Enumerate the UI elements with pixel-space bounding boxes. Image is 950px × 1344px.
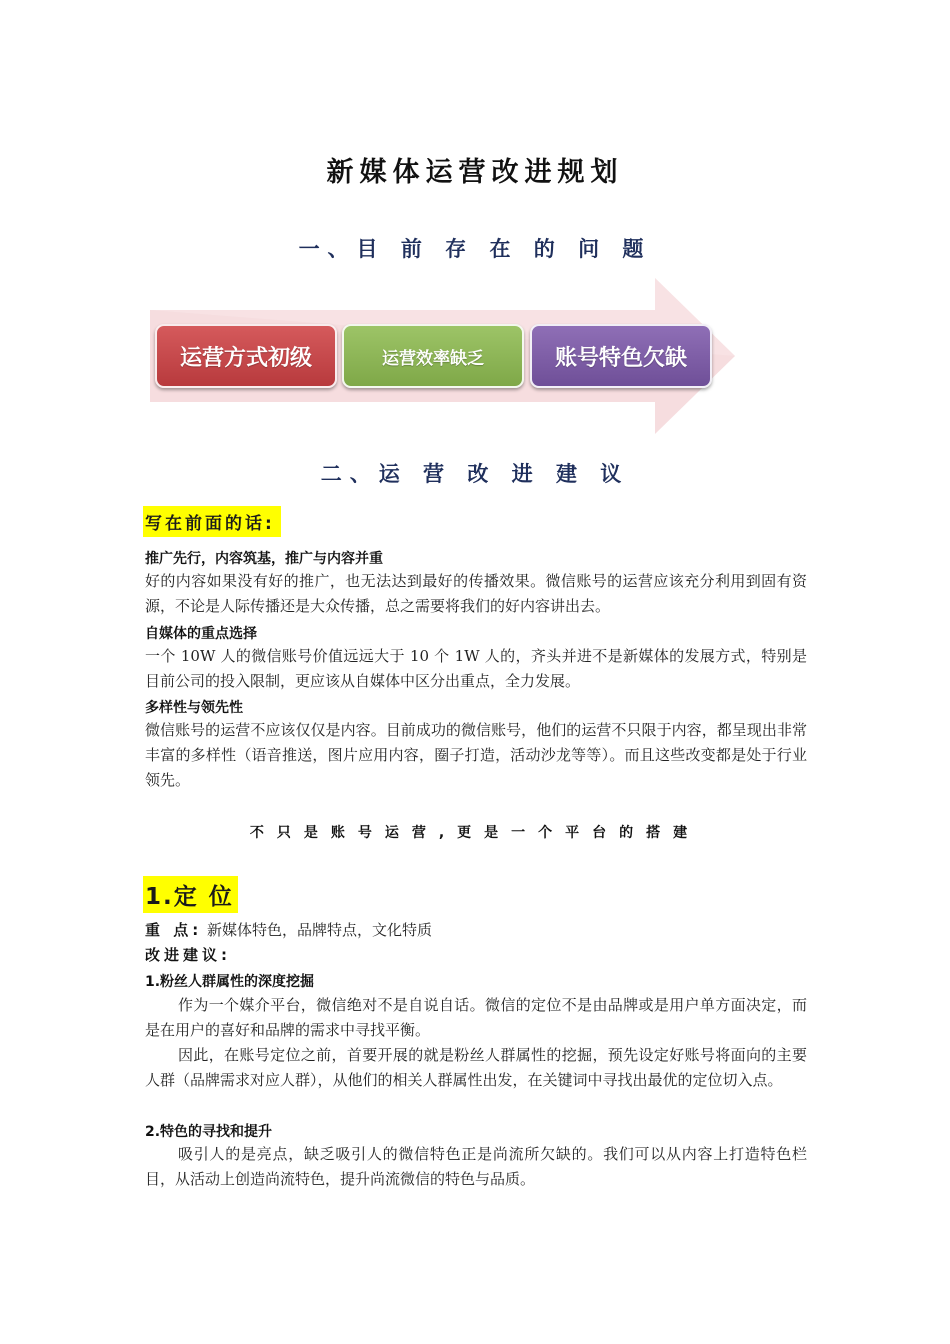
point-2-paragraph-1: 吸引人的是亮点，缺乏吸引人的微信特色正是尚流所欠缺的。我们可以从内容上打造特色栏目，从活动上创造尚流特色，提升尚流微信的特色与品质。 [145, 1145, 807, 1188]
slogan: 不只是账号运营,更是一个平台的搭建 [249, 825, 701, 841]
preface-subtitle-3: 多样性与领先性 [145, 700, 243, 716]
key-points-text: 新媒体特色，品牌特点，文化特质 [207, 921, 433, 939]
problems-diagram [150, 278, 740, 434]
point-1-paragraph-1: 作为一个媒介平台，微信绝对不是自说自话。微信的定位不是由品牌或是用户单方面决定，而是在用户的喜好和品牌的需求中寻找平衡。 [145, 996, 807, 1039]
advice-label: 改进建议: [145, 946, 231, 964]
point-1-paragraph-2: 因此，在账号定位之前，首要开展的就是粉丝人群属性的挖掘，预先设定好账号将面向的主要人群（品牌需求对应人群），从他们的相关人群属性出发，在关键词中寻找出最优的定位切入点。 [145, 1046, 807, 1089]
point-subtitle-2: 2.特色的寻找和提升 [145, 1124, 273, 1140]
point-subtitle-1: 1.粉丝人群属性的深度挖掘 [145, 974, 315, 990]
preface-text-2: 一个 10W 人的微信账号价值远远大于 10 个 1W 人的，齐头并进不是新媒体的发展方式，特别是目前公司的投入限制，更应该从自媒体中区分出重点，全力发展。 [145, 647, 807, 690]
positioning-heading: 1.定 位 [143, 876, 238, 913]
preface-subtitle-2: 自媒体的重点选择 [145, 626, 257, 642]
section-heading-problems: 一、目 前 存 在 的 问 题 [298, 237, 652, 261]
preface-subtitle-1: 推广先行，内容筑基，推广与内容并重 [145, 551, 383, 567]
key-points-line [145, 919, 432, 940]
preface-text-3: 微信账号的运营不应该仅仅是内容。目前成功的微信账号，他们的运营不只限于内容，都呈现出非常丰富的多样性（语音推送，图片应用内容，圈子打造，活动沙龙等等）。而且这些改变都是处于行业领先。 [145, 721, 807, 789]
section-heading-suggestions: 二、运 营 改 进 建 议 [320, 462, 630, 486]
problem-box-3: 账号特色欠缺 [530, 324, 712, 388]
problem-box-1: 运营方式初级 [155, 324, 337, 388]
key-points-label: 重 点: [145, 921, 203, 939]
preface-heading: 写在前面的话: [143, 506, 281, 537]
problem-box-2: 运营效率缺乏 [342, 324, 524, 388]
page-title: 新媒体运营改进规划 [326, 157, 624, 188]
preface-text-1: 好的内容如果没有好的推广，也无法达到最好的传播效果。微信账号的运营应该充分利用到固有资源，不论是人际传播还是大众传播，总之需要将我们的好内容讲出去。 [145, 572, 807, 615]
